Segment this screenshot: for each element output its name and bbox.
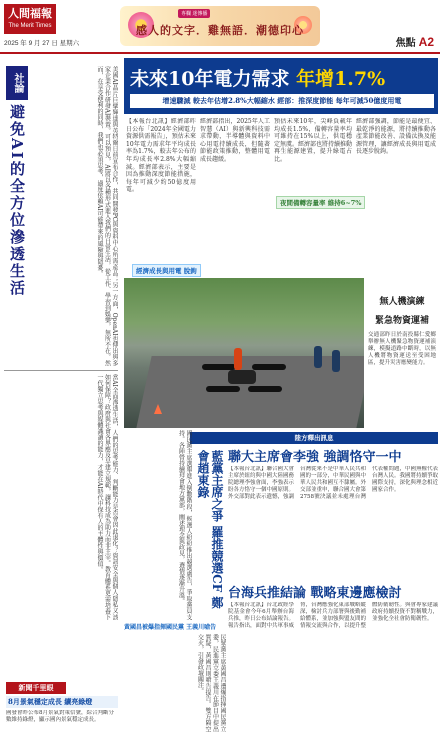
drone-drill-photo[interactable] <box>124 278 364 428</box>
news-brief-label: 新聞千里眼 <box>6 682 66 694</box>
photo-road <box>136 356 364 428</box>
section-name: 焦點 <box>395 38 416 49</box>
logo-english: The Merit Times <box>8 23 52 29</box>
main-headline-block[interactable] <box>124 58 438 114</box>
editorial-column <box>2 58 120 678</box>
main-headline-part-1: 未來10年電力需求 <box>130 68 290 90</box>
news-brief-body: 國發會昨公布8月景氣對策信號，綜合判斷分數維持綠燈，顯示國內景氣穩定成長。 <box>6 710 115 723</box>
person-figure <box>332 350 340 372</box>
main-story-column-2: 經濟部指出，2025年人工智慧（AI）與新興科技需求帶動，半導體與資料中心用電持續成長，但隨著節能政策推動，整體用電成長趨緩。 <box>200 118 270 163</box>
story-2-body: 【本報台北訊】聯合國大會主席於紐約與中國大陸國務院總理李強會面，李強表示盼各方恪守一個中國原則。外交部對此表示遺憾，強調台灣從來不是中華人民共和國的一部分，中華民國與中華人民共和國互不隸屬。外交部並重申，聯合國大會第2758號決議並未處理台灣代表權問題，中國無權代表台灣人民。我國將持續爭取國際支持，深化與理念相近國家合作。 <box>228 466 438 500</box>
editorial-tag: 社論 <box>6 66 28 100</box>
banner-text: 感人的文字．雞無語．潮德印心 <box>136 24 304 37</box>
issue-date: 2025 年 9 月 27 日 星期六 <box>4 40 80 47</box>
party-story-subhead: 黃國昌被爆指揮國民黨 王義川嗆告 <box>124 624 217 631</box>
main-story-subhead-2: 夜間備轉容量率 維持6~7% <box>276 196 365 209</box>
photo-caption <box>366 278 438 428</box>
story-3-headline[interactable]: 台海兵推結論 戰略東邊應檢討 <box>228 586 402 601</box>
traffic-cone <box>154 404 162 414</box>
editorial-body: 美國AI晶片巨擘輝達與英特爾日前宣布合作，共同開發PC與資料中心所需產品；另一方面，OpenAI也傳出與多家企業合作研發AI裝置。可以預見，AI將以各種形式進入我們的日常生活，從工作、學習到娛樂，無所不在。然而，在享受便利的同時，我們也必須思考，過度依賴AI可能帶來的風險與隱憂。 <box>96 66 118 366</box>
story-2-headline[interactable]: 聯大主席會李強 強調恪守一中 <box>228 450 402 465</box>
main-headline-highlight: 年增1.7% <box>296 68 386 90</box>
photo-caption-title-2: 緊急物資運補 <box>374 316 429 326</box>
person-figure <box>234 348 242 370</box>
photo-caption-body: 交通部昨日於南投縣仁愛鄉舉辦無人機緊急物資運補演練，模擬道路中斷時，以無人機將物資運送至受困地區，提升災害應變能力。 <box>368 332 436 366</box>
person-figure <box>314 346 322 368</box>
page-number: A2 <box>418 35 434 49</box>
masthead <box>0 0 440 54</box>
drone-rotor <box>252 364 286 370</box>
party-story-body: 國民黨主席選舉進入倒數階段，候選人紛紛推出競選廣告，爭取黨員支持。各陣營持續拜會地方黨部，闡述理念與政見，選情逐漸升溫。 <box>177 430 192 620</box>
banner-tag: 専欄 迷傳播 <box>178 9 210 18</box>
drone-body <box>228 370 256 384</box>
party-story-headline[interactable]: 藍黨主席之爭 羅推競選CF 鄭會趙東錄 <box>196 450 224 609</box>
news-brief <box>2 680 120 734</box>
column-banner[interactable] <box>120 6 320 46</box>
main-story-column-3: 預估未來10年，尖峰負載年均成長1.5%，備轉容量率均可維持在15%以上，供電穩定無虞。經濟部也將持續推動再生能源建置，提升綠電占比。 <box>274 118 352 163</box>
news-brief-headline[interactable]: 8月景氣穩定成長 續亮綠燈 <box>6 696 118 708</box>
section-label <box>396 34 434 49</box>
editorial-title[interactable]: 避免AI的全方位滲透生活 <box>8 104 26 297</box>
main-story-column-4: 經濟部強調，節能是最便宜、最乾淨的能源，將持續推動各產業節能改善、設備汰換及能源管理，讓經濟成長與用電成長逐步脫鉤。 <box>356 118 436 156</box>
drone-rotor <box>248 386 282 392</box>
main-story-subhead-1: 經濟成長與用電 脫鉤 <box>132 264 201 277</box>
main-story-column-1: 【本報台北訊】經濟部昨日公布「2024年全國電力資源供需報告」，預估未來10年電力需求年平均成長率為1.7%，較去年公布的年均成長率2.8%大幅縮減。經濟部表示，主要是因為推動深度節能措施，每年可減少約50億度用電。 <box>126 118 196 194</box>
drone-rotor <box>206 386 240 392</box>
main-subheadline: 增速驟減 較去年估增2.8%大幅縮水 經部：推深度節能 每年可減50億度用電 <box>130 94 434 108</box>
party-story-body-continued: 民眾黨主席黃國昌遭爆指揮國民黨立委，民進黨立委王義川在節目中提出質疑，黃國昌則嗆告提告。雙方隔空交火，引發政壇關注。 <box>196 634 226 732</box>
main-headline <box>130 64 385 91</box>
newspaper-logo <box>4 4 56 34</box>
logo-chinese: 人間福報 <box>8 7 52 20</box>
editorial-body-continued: 當AI全面滲透生活，人們的思考能力、判斷能力是否會因此退化？資訊安全與個人隱私又該如何保障？政府與社會各界應及早建立規範，讓科技成為助力而非主宰。教育體系更需培養下一代獨立思考與媒體識讀的能力，才能在AI時代中保有人的主體性與價值。 <box>4 370 118 620</box>
photo-caption-title-1: 無人機演練 <box>379 297 425 307</box>
story-3-body: 【本報台北訊】台北政經學院基金會今年6月舉辦台海兵推，昨日公布結論報告。報告指出，面對中共軍事威脅，台灣應強化東部戰略縱深，檢討兵力部署與後勤補給體系，並加強與盟友間的情報交流與合作，以提升整體防衛韌性。與會專家建議政府持續投資不對稱戰力，並強化全社會防衛韌性。 <box>228 602 438 629</box>
analysis-bar: 陸方釋出訊息 <box>190 432 438 444</box>
